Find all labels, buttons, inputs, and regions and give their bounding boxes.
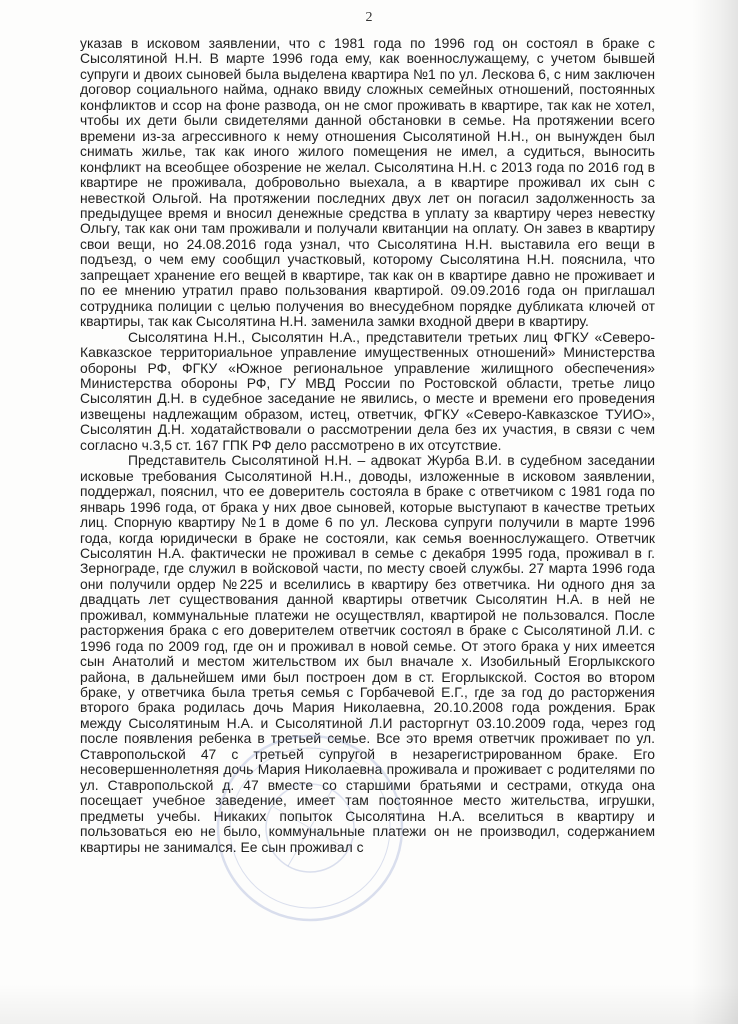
document-body	[80, 36, 655, 855]
page-number: 2	[365, 10, 373, 25]
scan-shadow-bottom	[0, 984, 738, 1024]
paragraph-3: Представитель Сысолятиной Н.Н. – адвокат Журба В.И. в судебном заседании исковые требования Сысолятиной Н.Н., доводы, изложенные в исковом заявлении, поддержал, пояснил, что ее доверитель состояла в браке с ответчиком с 1981 года по январь 1996 года, от брака у них двое сыновей, которые выступают в качестве третьих лиц. Спорную квартиру №1 в доме 6 по ул. Лескова супруги получили в марте 1996 года, когда юридически в браке не состояли, как семья военнослужащего. Ответчик Сысолятин Н.А. фактически не проживал в семье с декабря 1995 года, проживал в г. Зернограде, где служил в войсковой части, по месту своей службы. 27 марта 1996 года они получили ордер №225 и вселились в квартиру без ответчика. Ни одного дня за двадцать лет существования данной квартиры ответчик Сысолятин Н.А. в ней не проживал, коммунальные платежи не осуществлял, квартирой не пользовался. После расторжения брака с его доверителем ответчик состоял в браке с Сысолятиной Л.И. с 1996 года по 2009 год, где он и проживал в новой семье. От этого брака у них имеется сын Анатолий и местом жительством их был вначале х. Изобильный Егорлыкского района, в дальнейшем ими был построен дом в ст. Егорлыкской. Состоя во втором браке, у ответчика была третья семья с Горбачевой Е.Г., где за год до расторжения второго брака родилась дочь Мария Николаевна, 20.10.2008 года рождения. Брак между Сысолятиным Н.А. и Сысолятиной Л.И расторгнут 03.10.2009 года, через год после появления ребенка в третьей семье. Все это время ответчик проживает по ул. Ставропольской 47 с третьей супругой в незарегистрированном браке. Его несовершеннолетняя дочь Мария Николаевна проживала и проживает с родителями по ул. Ставропольской д. 47 вместе со старшими братьями и сестрами, откуда она посещает учебное заведение, имеет там постоянное место жительства, игрушки, предметы учебы. Никаких попыток Сысолятина Н.А. вселиться в квартиру и пользоваться ею не было, коммунальные платежи он не производил, содержанием квартиры не занимался. Ее сын проживал с	[80, 452, 655, 855]
paragraph-1: указав в исковом заявлении, что с 1981 года по 1996 год он состоял в браке с Сысолятиной Н.Н. В марте 1996 года ему, как военнослужащему, с учетом бывшей супруги и двоих сыновей была выделена квартира №1 по ул. Лескова 6, с ним заключен договор социального найма, однако ввиду сложных семейных отношений, постоянных конфликтов и ссор на фоне развода, он не смог проживать в квартире, так как не хотел, чтобы их дети были свидетелями данной обстановки в семье. На протяжении всего времени из-за агрессивного к нему отношения Сысолятиной Н.Н., он вынужден был снимать жилье, так как иного жилого помещения не имел, а судиться, выносить конфликт на всеобщее обозрение не желал. Сысолятина Н.Н. с 2013 года по 2016 год в квартире не проживала, добровольно выехала, а в квартире проживал их сын с невесткой Ольгой. На протяжении последних двух лет он погасил задолженность за предыдущее время и вносил денежные средства в уплату за квартиру через невестку Ольгу, так как они там проживали и получали квитанции на оплату. Он завез в квартиру свои вещи, но 24.08.2016 года узнал, что Сысолятина Н.Н. выставила его вещи в подъезд, о чем ему сообщил участковый, которому Сысолятина Н.Н. пояснила, что запрещает хранение его вещей в квартире, так как он в квартире давно не проживает и по ее мнению утратил право пользования квартирой. 09.09.2016 года он приглашал сотрудника полиции с целью получения во внесудебном порядке дубликата ключей от квартиры, так как Сысолятина Н.Н. заменила замки входной двери в квартиру.	[80, 35, 655, 330]
paragraph-2: Сысолятина Н.Н., Сысолятин Н.А., представители третьих лиц ФГКУ «Северо-Кавказское территориальное управление имущественных отношений» Министерства обороны РФ, ФГКУ «Южное региональное управление жилищного обеспечения» Министерства обороны РФ, ГУ МВД России по Ростовской области, третье лицо Сысолятин Д.Н. в судебное заседание не явились, о месте и времени его проведения извещены надлежащим образом, истец, ответчик, ФГКУ «Северо-Кавказское ТУИО», Сысолятин Д.Н. ходатайствовали о рассмотрении дела без их участия, в связи с чем согласно ч.3,5 ст. 167 ГПК РФ дело рассмотрено в их отсутствие.	[80, 328, 655, 453]
scan-shadow-right	[692, 0, 738, 1024]
